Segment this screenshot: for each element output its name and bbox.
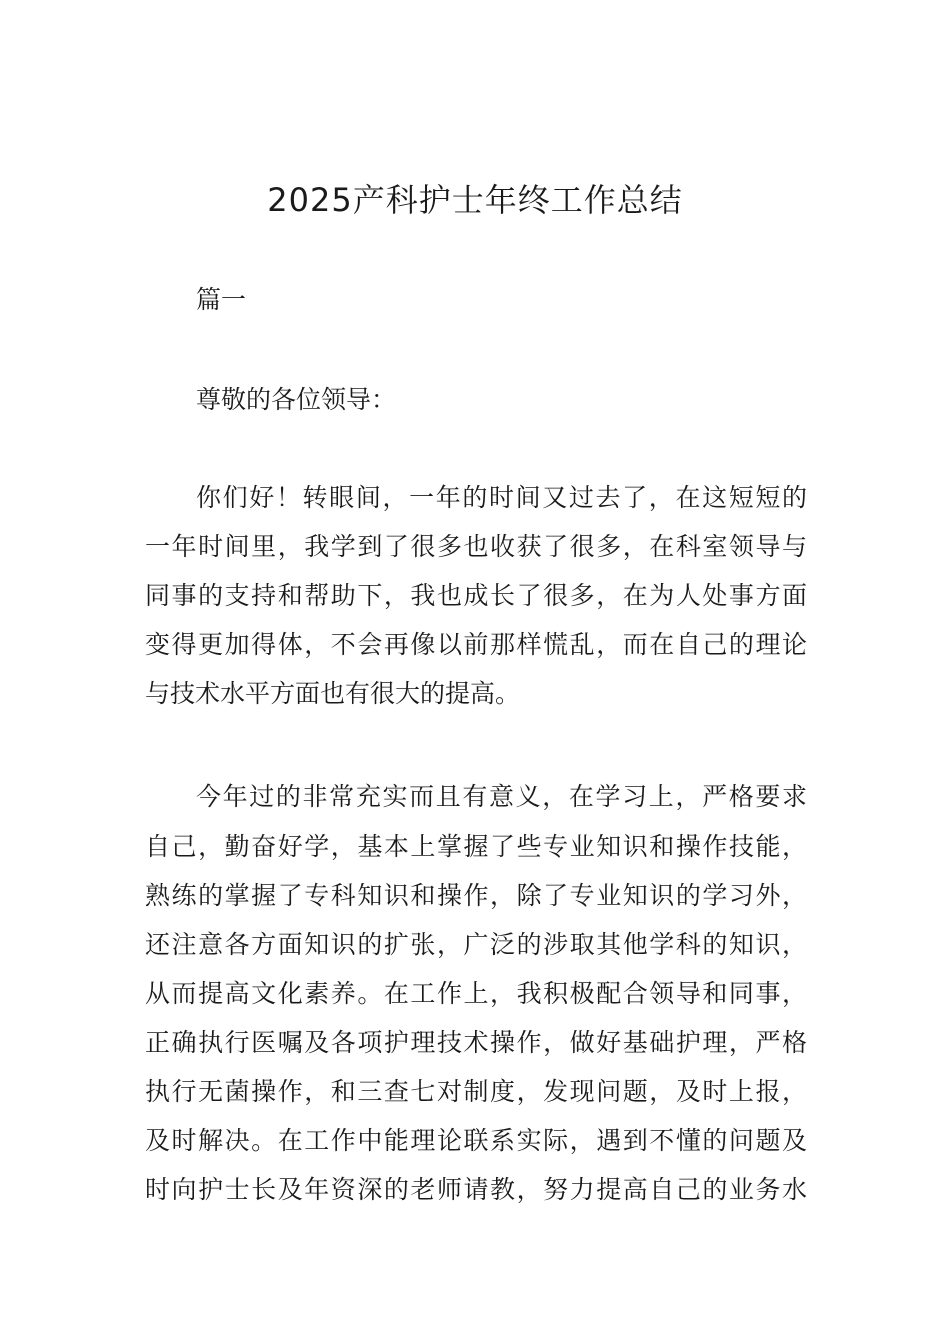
paragraph-1-line-5: 与技术水平方面也有很大的提高。 [145, 679, 521, 708]
paragraph-2-line-5: 从而提高文化素养。在工作上，我积极配合领导和同事， [145, 979, 807, 1008]
paragraph-2-line-3: 熟练的掌握了专科知识和操作，除了专业知识的学习外， [145, 881, 807, 910]
paragraph-1-line-4: 变得更加得体，不会再像以前那样慌乱，而在自己的理论 [145, 630, 807, 659]
paragraph-2-line-1: 今年过的非常充实而且有意义，在学习上，严格要求 [196, 782, 807, 811]
paragraph-2-line-9: 时向护士长及年资深的老师请教，努力提高自己的业务水 [145, 1175, 807, 1204]
paragraph-2-line-6: 正确执行医嘱及各项护理技术操作，做好基础护理，严格 [145, 1028, 807, 1057]
paragraph-1-line-3: 同事的支持和帮助下，我也成长了很多，在为人处事方面 [145, 581, 807, 610]
paragraph-1-line-2: 一年时间里，我学到了很多也收获了很多，在科室领导与 [145, 532, 807, 561]
paragraph-2-line-4: 还注意各方面知识的扩张，广泛的涉取其他学科的知识， [145, 930, 807, 959]
salutation: 尊敬的各位领导： [196, 385, 397, 414]
section-label: 篇一 [196, 285, 247, 314]
paragraph-1-line-1: 你们好！转眼间，一年的时间又过去了，在这短短的 [196, 483, 807, 512]
paragraph-2-line-7: 执行无菌操作，和三查七对制度，发现问题，及时上报， [145, 1077, 807, 1106]
document-title: 2025产科护士年终工作总结 [267, 181, 683, 219]
paragraph-2-line-8: 及时解决。在工作中能理论联系实际，遇到不懂的问题及 [145, 1126, 807, 1155]
paragraph-2-line-2: 自己，勤奋好学，基本上掌握了些专业知识和操作技能， [145, 832, 807, 861]
